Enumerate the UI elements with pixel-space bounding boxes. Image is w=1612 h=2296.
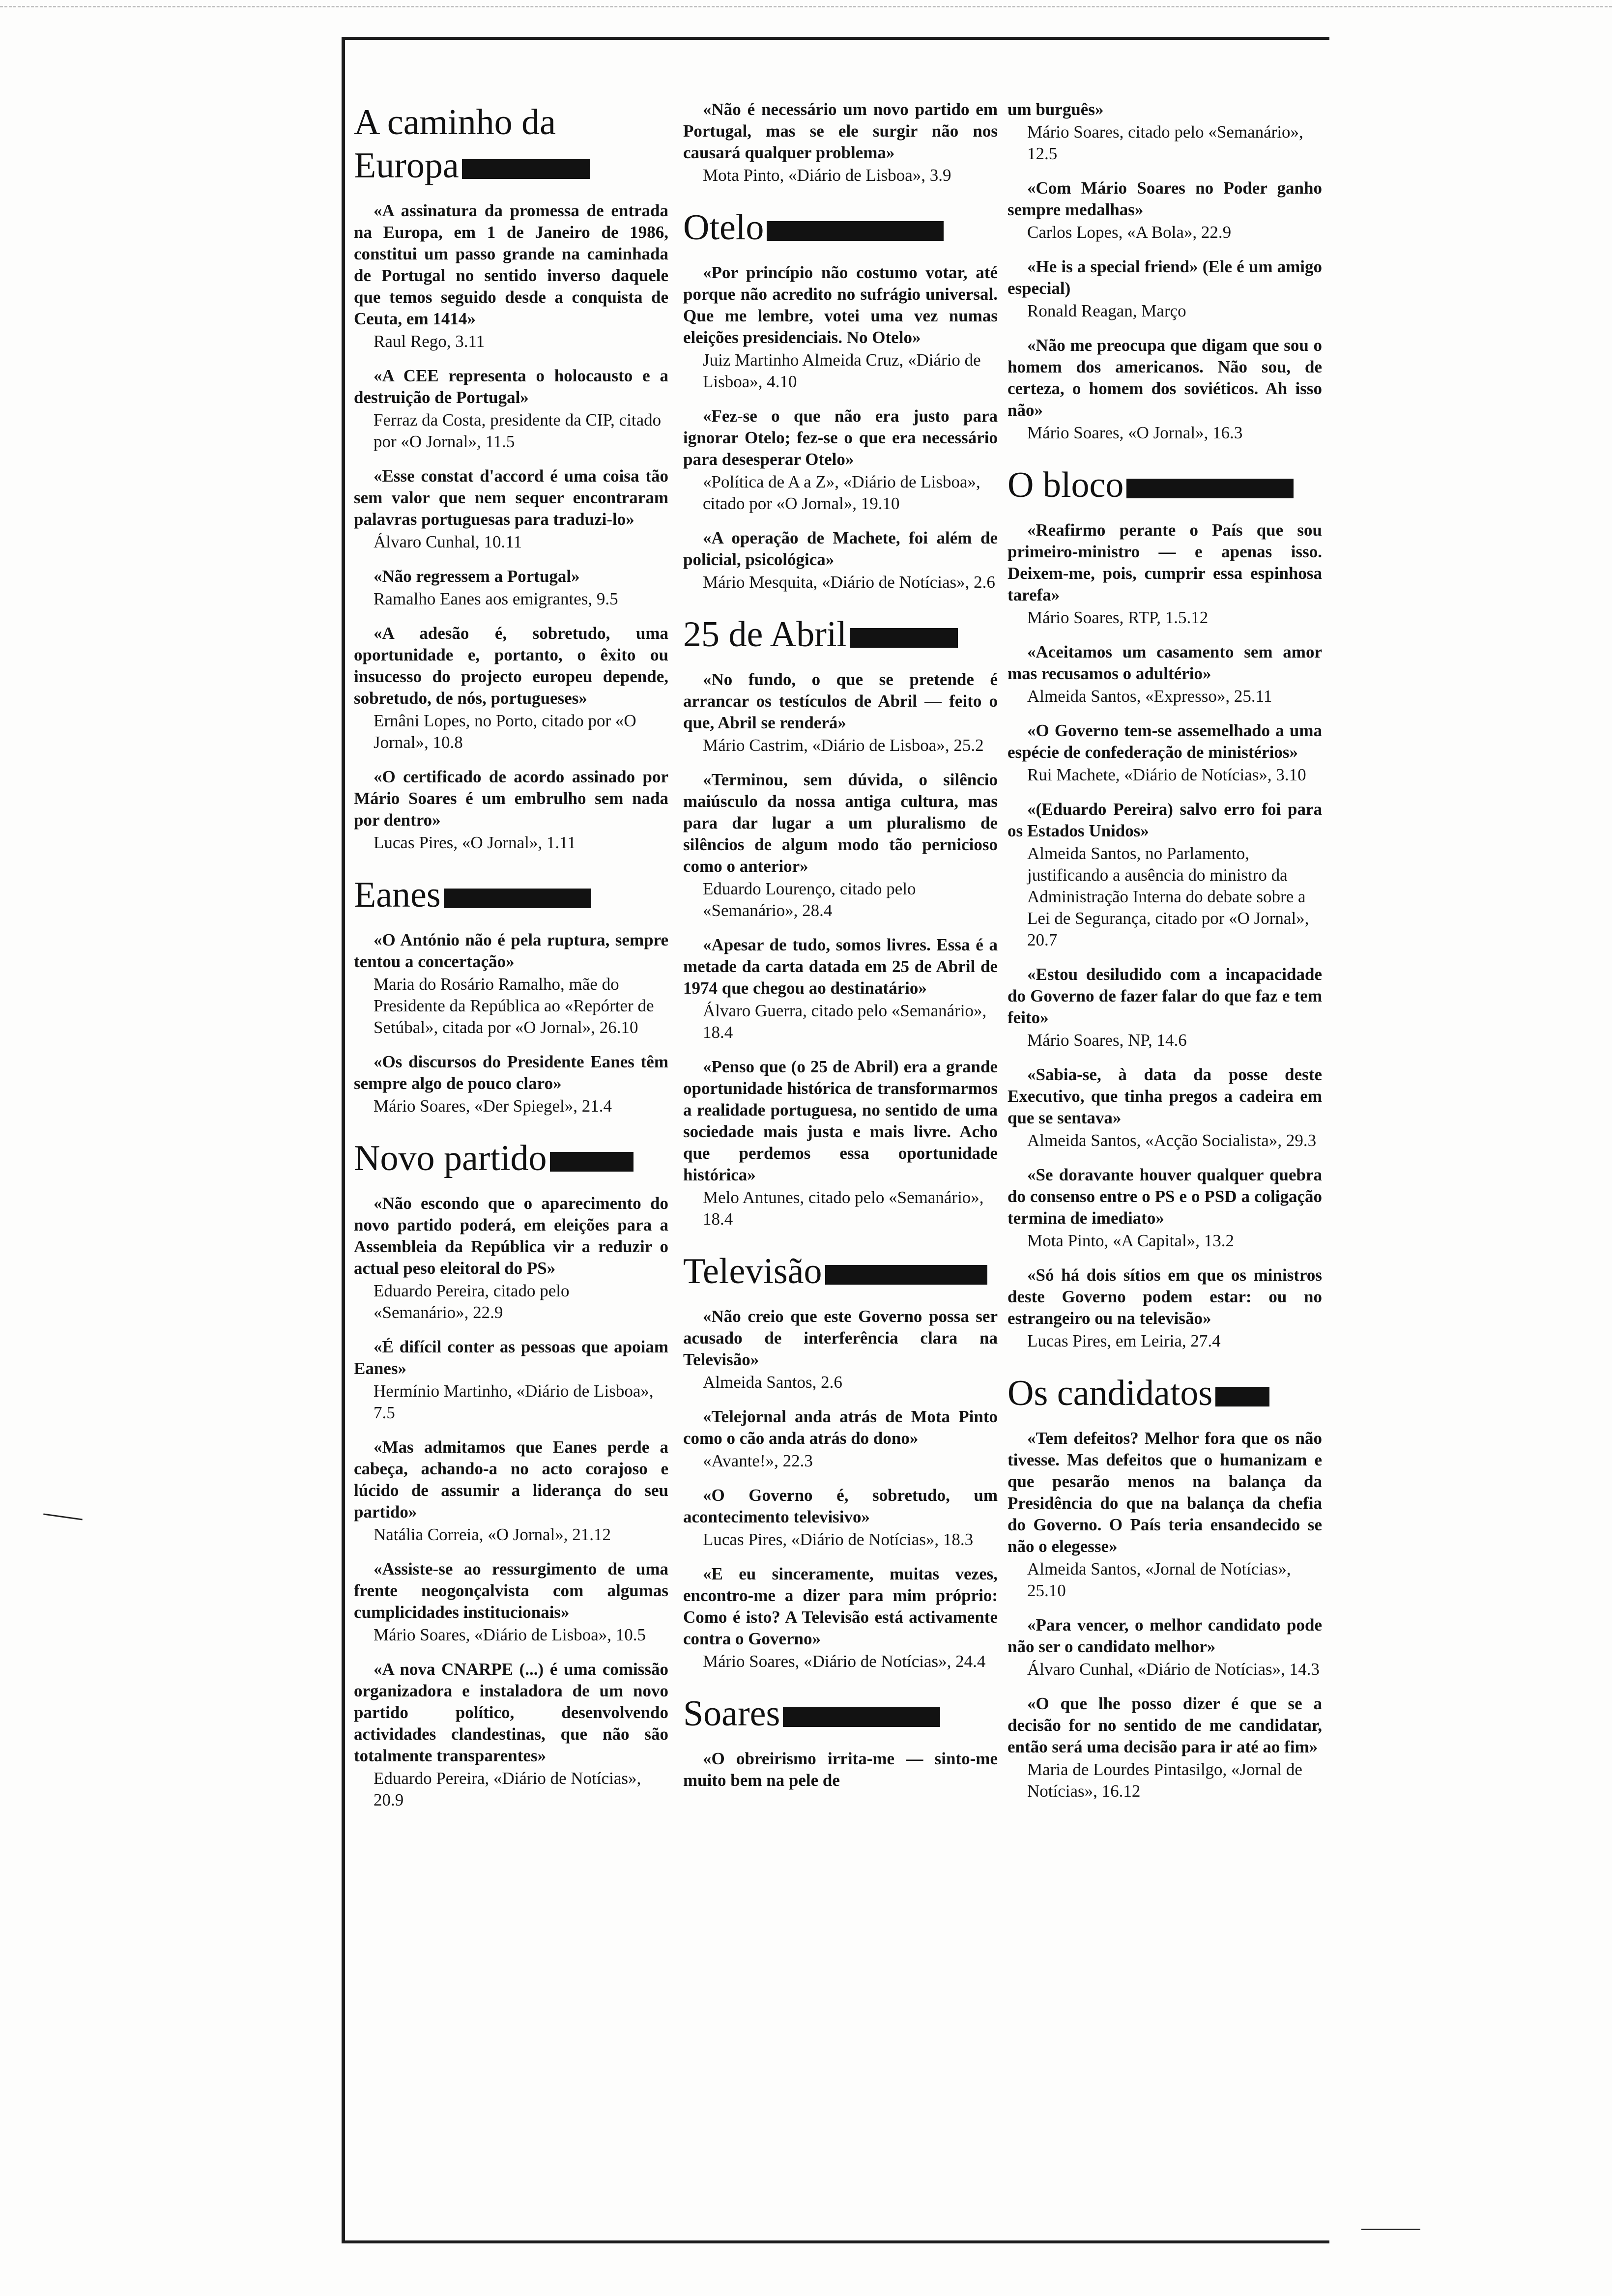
- end-mark: [1361, 2229, 1420, 2230]
- bottom-rule: [342, 2240, 1329, 2243]
- section-title: Os candidatos: [1008, 1373, 1213, 1413]
- section-heading: [683, 206, 998, 249]
- section-heading: [683, 1692, 998, 1735]
- quote-source: Mário Soares, «O Jornal», 16.3: [1027, 423, 1243, 442]
- quote-text: «Telejornal anda atrás de Mota Pinto como o cão anda atrás do dono»: [683, 1407, 998, 1448]
- section-title: A caminho da Europa: [354, 102, 556, 186]
- quote-text: «Por princípio não costumo votar, até porque não acredito no sufrágio universal. Que me lembre, votei uma vez numas eleições presidenciais. No Otelo»: [683, 263, 998, 347]
- quote-text: «Tem defeitos? Melhor fora que os não tivesse. Mas defeitos que o humanizam e que pesarão menos na balança da Presidência do que na balança da chefia do Governo. O País teria ensandecido se não o elegesse»: [1008, 1429, 1322, 1556]
- quote-text: «O obreirismo irrita-me — sinto-me muito bem na pele de: [683, 1749, 998, 1790]
- quote-text: «É difícil conter as pessoas que apoiam Eanes»: [354, 1337, 668, 1378]
- section-heading: [1008, 1372, 1322, 1415]
- quote-source: Juiz Martinho Almeida Cruz, «Diário de Lisboa», 4.10: [703, 350, 981, 391]
- quote-text: «Terminou, sem dúvida, o silêncio maiúsculo da nossa antiga cultura, mas para dar lugar a um pluralismo de silêncios de algum modo tão pernicioso como o anterior»: [683, 770, 998, 876]
- top-rule: [342, 37, 1329, 40]
- quote-source: Melo Antunes, citado pelo «Semanário», 18.4: [703, 1188, 984, 1229]
- quote-text: «O Governo é, sobretudo, um acontecimento televisivo»: [683, 1486, 998, 1526]
- quote-text: um burguês»: [1008, 100, 1104, 119]
- section: [1008, 1372, 1322, 1802]
- section: [683, 613, 998, 1230]
- section: [354, 1137, 668, 1811]
- quote-source: Natália Correia, «O Jornal», 21.12: [374, 1525, 611, 1544]
- heading-bar: [825, 1265, 987, 1285]
- section-heading: [354, 873, 668, 917]
- section-title: Otelo: [683, 207, 764, 248]
- quote-text: «Os discursos do Presidente Eanes têm sempre algo de pouco claro»: [354, 1052, 668, 1093]
- quote-text: «Fez-se o que não era justo para ignorar Otelo; fez-se o que era necessário para desesperar Otelo»: [683, 406, 998, 469]
- quote-text: «O António não é pela ruptura, sempre tentou a concertação»: [354, 930, 668, 971]
- quote-source: Almeida Santos, «Acção Socialista», 29.3: [1027, 1131, 1317, 1150]
- quote-source: Rui Machete, «Diário de Notícias», 3.10: [1027, 765, 1306, 784]
- quote-text: «Não me preocupa que digam que sou o homem dos americanos. Não sou, de certeza, o homem dos soviéticos. Ah isso não»: [1008, 336, 1322, 420]
- heading-bar: [444, 889, 591, 908]
- quote-source: Mota Pinto, «A Capital», 13.2: [1027, 1231, 1234, 1250]
- quote-source: Hermínio Martinho, «Diário de Lisboa», 7.5: [374, 1381, 654, 1422]
- quote-text: «A nova CNARPE (...) é uma comissão organizadora e instaladora de um novo partido político, desenvolvendo actividades clandestinas, que não são totalmente transparentes»: [354, 1660, 668, 1765]
- column-1: [354, 86, 668, 1831]
- quote-source: Álvaro Cunhal, 10.11: [374, 532, 522, 551]
- quote-text: «(Eduardo Pereira) salvo erro foi para os Estados Unidos»: [1008, 800, 1322, 840]
- heading-bar: [783, 1707, 940, 1727]
- section: [683, 1692, 998, 1791]
- quote-source: «Política de A a Z», «Diário de Lisboa», citado por «O Jornal», 19.10: [703, 472, 980, 513]
- section: [683, 206, 998, 593]
- quote-source: Mário Soares, «Der Spiegel», 21.4: [374, 1096, 612, 1116]
- quote-source: Raul Rego, 3.11: [374, 332, 485, 351]
- quote-text: «A CEE representa o holocausto e a destruição de Portugal»: [354, 366, 668, 407]
- quote-source: Mário Soares, citado pelo «Semanário», 12.5: [1027, 122, 1303, 163]
- quote-source: Maria do Rosário Ramalho, mãe do Presidente da República ao «Repórter de Setúbal», citada por «O Jornal», 26.10: [374, 975, 654, 1037]
- quote-source: Eduardo Lourenço, citado pelo «Semanário», 28.4: [703, 879, 916, 920]
- quote-source: Álvaro Guerra, citado pelo «Semanário», 18.4: [703, 1001, 987, 1042]
- quote-text: «O Governo tem-se assemelhado a uma espécie de confederação de ministérios»: [1008, 721, 1322, 762]
- quote-text: «A assinatura da promessa de entrada na Europa, em 1 de Janeiro de 1986, constitui um passo grande na caminhada de Portugal no sentido inverso daquele que temos seguido desde a conquista de Ceuta, em 1414»: [354, 201, 668, 328]
- heading-bar: [1215, 1387, 1269, 1406]
- quote-text: «Estou desiludido com a incapacidade do Governo de fazer falar do que faz e tem feito»: [1008, 965, 1322, 1027]
- heading-bar: [1126, 479, 1294, 498]
- quote-source: «Avante!», 22.3: [703, 1451, 813, 1470]
- quote-source: Ramalho Eanes aos emigrantes, 9.5: [374, 589, 618, 608]
- quote-source: Lucas Pires, «Diário de Notícias», 18.3: [703, 1530, 974, 1549]
- section-heading: [1008, 463, 1322, 507]
- quote-text: «A operação de Machete, foi além de policial, psicológica»: [683, 528, 998, 569]
- quote-source: Lucas Pires, em Leiria, 27.4: [1027, 1331, 1221, 1350]
- newspaper-clipping: [342, 37, 1329, 2243]
- quote-text: «Sabia-se, à data da posse deste Executivo, que tinha pregos a cadeira em que se sentava»: [1008, 1065, 1322, 1127]
- quote-source: Ernâni Lopes, no Porto, citado por «O Jornal», 10.8: [374, 711, 636, 752]
- scan-top-dashed-line: [0, 6, 1612, 7]
- section-heading: [683, 613, 998, 656]
- quote-text: «Não escondo que o aparecimento do novo partido poderá, em eleições para a Assembleia da República vir a reduzir o actual peso eleitoral do PS»: [354, 1194, 668, 1278]
- section: [1008, 99, 1322, 444]
- quote-source: Ronald Reagan, Março: [1027, 301, 1186, 320]
- column-3: [1008, 86, 1322, 1822]
- quote-text: «Reafirmo perante o País que sou primeiro-ministro — e apenas isso. Deixem-me, pois, cumprir essa espinhosa tarefa»: [1008, 520, 1322, 604]
- left-rule: [342, 37, 345, 2243]
- quote-source: Almeida Santos, «Expresso», 25.11: [1027, 687, 1272, 706]
- quote-text: «E eu sinceramente, muitas vezes, encontro-me a dizer para mim próprio: Como é isto? A Televisão está activamente contra o Governo»: [683, 1564, 998, 1648]
- quote-source: Mota Pinto, «Diário de Lisboa», 3.9: [703, 166, 951, 185]
- section: [354, 873, 668, 1117]
- quote-source: Mário Soares, «Diário de Lisboa», 10.5: [374, 1625, 646, 1644]
- quote-source: Maria de Lourdes Pintasilgo, «Jornal de Notícias», 16.12: [1027, 1760, 1302, 1801]
- heading-bar: [462, 159, 590, 179]
- section-title: O bloco: [1008, 465, 1124, 505]
- quote-source: Ferraz da Costa, presidente da CIP, citado por «O Jornal», 11.5: [374, 410, 662, 451]
- margin-mark: [43, 1513, 83, 1520]
- section-heading: [354, 101, 668, 187]
- quote-text: «Não é necessário um novo partido em Portugal, mas se ele surgir não nos causará qualquer problema»: [683, 100, 998, 162]
- quote-text: «Assiste-se ao ressurgimento de uma frente neogonçalvista com algumas cumplicidades institucionais»: [354, 1559, 668, 1622]
- quote-source: Mário Soares, RTP, 1.5.12: [1027, 608, 1209, 627]
- section-title: Soares: [683, 1693, 780, 1734]
- section-heading: [683, 1250, 998, 1293]
- quote-text: «Penso que (o 25 de Abril) era a grande oportunidade histórica de transformarmos a realidade portuguesa, no sentido de uma sociedade mais justa e mais livre. Acho que perdemos essa oportunidade histórica»: [683, 1057, 998, 1184]
- heading-bar: [550, 1152, 633, 1172]
- quote-text: «He is a special friend» (Ele é um amigo especial): [1008, 257, 1322, 298]
- section-title: Eanes: [354, 875, 441, 915]
- quote-text: «O certificado de acordo assinado por Mário Soares é um embrulho sem nada por dentro»: [354, 767, 668, 830]
- quote-text: «Se doravante houver qualquer quebra do consenso entre o PS e o PSD a coligação termina de imediato»: [1008, 1165, 1322, 1228]
- section-title: Novo partido: [354, 1138, 547, 1178]
- quote-source: Mário Mesquita, «Diário de Notícias», 2.6: [703, 573, 995, 592]
- section: [683, 1250, 998, 1672]
- quote-source: Eduardo Pereira, «Diário de Notícias», 20.9: [374, 1769, 641, 1809]
- quote-source: Carlos Lopes, «A Bola», 22.9: [1027, 223, 1232, 242]
- section-title: 25 de Abril: [683, 614, 847, 655]
- quote-source: Mário Castrim, «Diário de Lisboa», 25.2: [703, 736, 984, 755]
- quote-text: «Só há dois sítios em que os ministros deste Governo podem estar: ou no estrangeiro ou na televisão»: [1008, 1265, 1322, 1328]
- heading-bar: [767, 221, 944, 241]
- quote-text: «A adesão é, sobretudo, uma oportunidade e, portanto, o êxito ou insucesso do projecto europeu depende, sobretudo, de nós, portugueses»: [354, 624, 668, 708]
- section-heading: [354, 1137, 668, 1180]
- quote-source: Álvaro Cunhal, «Diário de Notícias», 14.3: [1027, 1660, 1320, 1679]
- quote-text: «Com Mário Soares no Poder ganho sempre medalhas»: [1008, 178, 1322, 219]
- column-2: [683, 86, 998, 1811]
- section: [1008, 463, 1322, 1352]
- quote-source: Almeida Santos, «Jornal de Notícias», 25.10: [1027, 1559, 1291, 1600]
- quote-text: «Esse constat d'accord é uma coisa tão sem valor que nem sequer encontraram palavras portuguesas para traduzi-lo»: [354, 466, 668, 529]
- quote-text: «No fundo, o que se pretende é arrancar os testículos de Abril — feito o que, Abril se renderá»: [683, 670, 998, 732]
- quote-text: «Não regressem a Portugal»: [374, 567, 580, 586]
- quote-source: Lucas Pires, «O Jornal», 1.11: [374, 833, 576, 852]
- section: [683, 99, 998, 186]
- quote-source: Mário Soares, «Diário de Notícias», 24.4: [703, 1652, 986, 1671]
- quote-source: Almeida Santos, no Parlamento, justificando a ausência do ministro da Administração Interna do debate sobre a Lei de Segurança, citado por «O Jornal», 20.7: [1027, 844, 1309, 949]
- quote-source: Almeida Santos, 2.6: [703, 1373, 842, 1392]
- quote-text: «Aceitamos um casamento sem amor mas recusamos o adultério»: [1008, 642, 1322, 683]
- quote-text: «Apesar de tudo, somos livres. Essa é a metade da carta datada em 25 de Abril de 1974 que chegou ao destinatário»: [683, 935, 998, 998]
- quote-text: «Não creio que este Governo possa ser acusado de interferência clara na Televisão»: [683, 1307, 998, 1369]
- quote-source: Eduardo Pereira, citado pelo «Semanário», 22.9: [374, 1281, 570, 1322]
- section-title: Televisão: [683, 1251, 822, 1292]
- heading-bar: [850, 628, 958, 648]
- quote-text: «O que lhe posso dizer é que se a decisão for no sentido de me candidatar, então será uma decisão para ir até ao fim»: [1008, 1694, 1322, 1756]
- quote-text: «Mas admitamos que Eanes perde a cabeça, achando-a no acto corajoso e lúcido de assumir a liderança do seu partido»: [354, 1437, 668, 1521]
- quote-text: «Para vencer, o melhor candidato pode não ser o candidato melhor»: [1008, 1615, 1322, 1656]
- section: [354, 101, 668, 854]
- quote-source: Mário Soares, NP, 14.6: [1027, 1031, 1187, 1050]
